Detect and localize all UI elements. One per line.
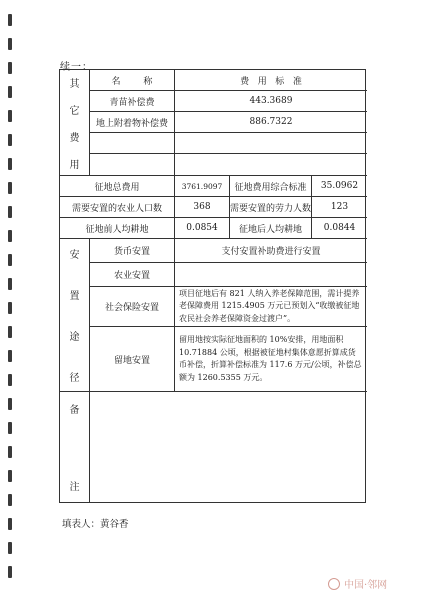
placement-content: 项目征地后有 821 人纳入养老保障范围，需计提养老保障费用 1215.4905 万元已预划入“收缴被征地农民社会养老保障资金过渡户”。: [175, 287, 367, 327]
other-fee-value: 443.3689: [175, 91, 367, 112]
site-watermark: [328, 576, 387, 591]
filled-by-name: 黄谷香: [100, 519, 129, 530]
other-fees-title-char: 用: [69, 159, 80, 171]
placement-title: [60, 239, 90, 392]
placement-title-char: 安: [69, 250, 80, 261]
summary-value: 0.0844: [312, 218, 367, 239]
placement-title-char: 途: [69, 332, 80, 343]
placement-label: 货币安置: [90, 239, 175, 263]
land-acquisition-form: [59, 69, 366, 503]
other-fees-title-char: 它: [69, 105, 80, 117]
other-fees-title-char: 费: [69, 132, 80, 144]
filled-by-label: 填表人：: [62, 519, 101, 530]
summary-value: 368: [175, 197, 230, 218]
placement-title-char: 置: [69, 291, 80, 302]
remarks-title-char: 注: [69, 482, 80, 493]
placement-content: [175, 263, 367, 287]
other-fees-standard-header: 费 用 标 准: [175, 70, 367, 91]
remarks-title-char: 备: [69, 405, 80, 416]
other-fee-value: [175, 154, 367, 176]
summary-label: 征地后人均耕地: [230, 218, 312, 239]
other-fee-name: 青苗补偿费: [90, 91, 175, 112]
remarks-title: [60, 392, 90, 502]
other-fee-value: 886.7322: [175, 112, 367, 133]
seal-icon: [328, 578, 340, 590]
placement-label: 农业安置: [90, 263, 175, 287]
binding-holes: [0, 0, 18, 600]
other-fee-name: [90, 154, 175, 176]
placement-content: 支付安置补助费进行安置: [175, 239, 367, 263]
summary-value: 35.0962: [312, 176, 367, 197]
summary-value: 0.0854: [175, 218, 230, 239]
summary-value: 123: [312, 197, 367, 218]
placement-label: 留地安置: [90, 327, 175, 392]
other-fees-title: [60, 70, 90, 176]
summary-label: 征地费用综合标准: [230, 176, 312, 197]
summary-label: 需要安置的劳力人数: [230, 197, 312, 218]
other-fees-name-header: 名 称: [90, 70, 175, 91]
watermark-text: 中国·邻网: [344, 580, 388, 591]
placement-content: 留用地按实际征地面积的 10%安排，用地面积 10.71884 公顷，根据被征地村集体意愿折算成货币补偿，折算补偿标准为 117.6 万元/公顷，补偿总额为 1260.5355 万元。: [175, 327, 367, 392]
other-fee-name: [90, 133, 175, 154]
other-fee-name: 地上附着物补偿费: [90, 112, 175, 133]
placement-title-char: 径: [69, 373, 80, 384]
placement-label: 社会保险安置: [90, 287, 175, 327]
continuation-label: 续一：: [60, 62, 93, 73]
summary-value: 3761.9097: [175, 176, 230, 197]
summary-label: 征地前人均耕地: [60, 218, 175, 239]
other-fee-value: [175, 133, 367, 154]
summary-label: 征地总费用: [60, 176, 175, 197]
summary-label: 需要安置的农业人口数: [60, 197, 175, 218]
other-fees-title-char: 其: [69, 78, 80, 90]
remarks-content: [90, 392, 367, 502]
